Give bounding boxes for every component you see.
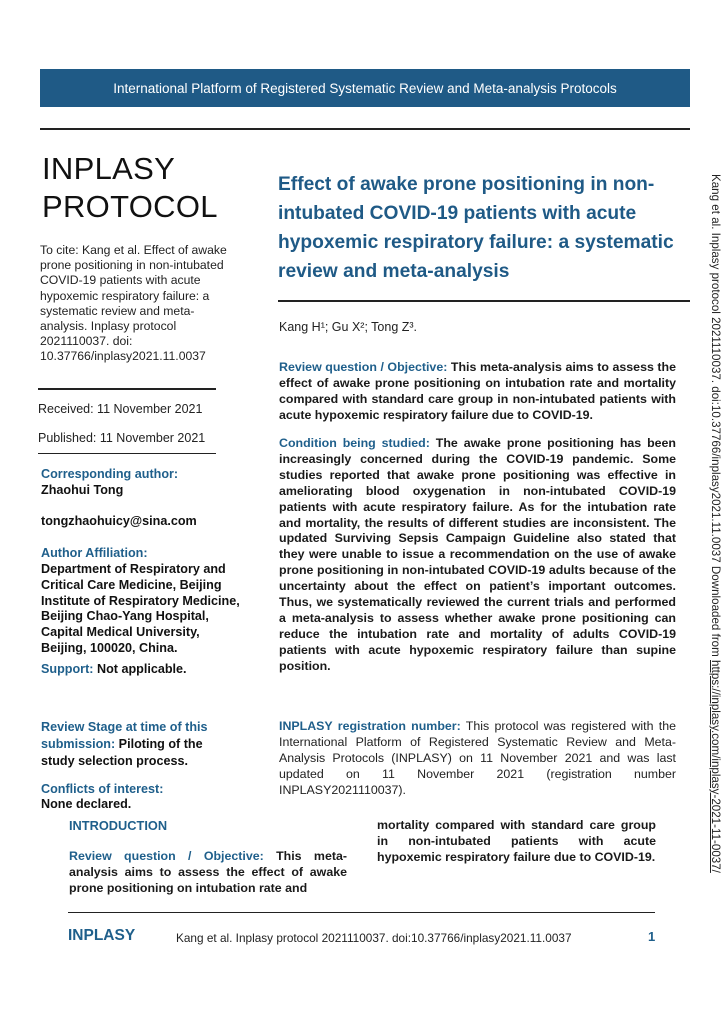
review-stage-value: Piloting of the study selection process. (41, 736, 203, 768)
review-stage-label: Review Stage at time of this submission: (41, 720, 208, 751)
review-question-label: Review question / Objective: (279, 360, 448, 374)
support-label: Support: (41, 662, 94, 676)
review-question-section (279, 360, 676, 424)
support-value: Not applicable. (93, 662, 187, 676)
banner-text: International Platform of Registered Systematic Review and Meta-analysis Protocols (113, 80, 617, 96)
corresponding-author-label: Corresponding author: (41, 467, 179, 481)
corresponding-author-name: Zhaohui Tong (41, 483, 124, 497)
received-date: Received: 11 November 2021 (38, 402, 203, 416)
support-line (41, 660, 187, 678)
citation-text: To cite: Kang et al. Effect of awake prone positioning in non-intubated COVID-19 patients with acute hypoxemic respiratory failure: a systematic review and meta-analysis. Inplasy protocol 2021110037. doi: 10.37766/inplasy2021.11.0037 (40, 243, 227, 364)
download-link[interactable]: https://inplasy.com/inplasy-2021-11-0037/ (709, 660, 722, 873)
conflicts-label: Conflicts of interest: (41, 782, 164, 796)
protocol-title: INPLASY PROTOCOL (42, 151, 218, 224)
footer-citation: Kang et al. Inplasy protocol 2021110037. doi:10.37766/inplasy2021.11.0037 (176, 931, 572, 945)
intro-right-column: mortality compared with standard care group in non-intubated patients with acute hypoxemic respiratory failure due to COVID-19. (377, 818, 656, 864)
article-title: Effect of awake prone positioning in non-intubated COVID-19 patients with acute hypoxemic respiratory failure: a systematic review and meta-analysis (278, 174, 674, 282)
conflicts-value: None declared. (41, 797, 132, 811)
page-number: 1 (648, 929, 656, 944)
sidebar-divider-2 (38, 453, 216, 454)
condition-text: The awake prone positioning has been increasingly concerned during the COVID-19 pandemic. Some studies reported that awake prone positioning was effective in ameliorating blood oxygenation in non-intubated COVID-19 patients with acute respiratory failure. As for the intubation rate and mortality, the results of different studies are inconsistent. The updated Surviving Sepsis Campaign Guideline also stated that they were unable to issue a recommendation on the use of awake prone positioning in non-intubated COVID-19 adults because of the uncertainty about the effect on patient’s important outcomes. Thus, we systematically reviewed the current trials and performed a meta-analysis to assess whether awake prone positioning can reduce the intubation rate and mortality of adults COVID-19 patients with acute hypoxemic respiratory failure than supine position. (279, 436, 676, 673)
footer-brand: INPLASY (68, 927, 136, 944)
published-date: Published: 11 November 2021 (38, 431, 206, 445)
vertical-note-text: Kang et al. Inplasy protocol 2021110037. doi:10.37766/inplasy2021.11.0037 Downloaded from (709, 174, 722, 661)
intro-left-column (69, 849, 347, 897)
affiliation-text: Department of Respiratory and Critical Care Medicine, Beijing Institute of Respiratory Medicine, Beijing Chao-Yang Hospital, Capital Medical University, Beijing, 100020, China. (41, 562, 240, 655)
review-question-text: This meta-analysis aims to assess the effect of awake prone positioning on intubation rate and mortality compared with standard care group in non-intubated patients with acute hypoxemic respiratory failure due to COVID-19. (279, 360, 676, 422)
intro-question-text-left: This meta-analysis aims to assess the effect of awake prone positioning on intubation rate and (69, 849, 347, 895)
condition-label: Condition being studied: (279, 436, 430, 450)
affiliation-label: Author Affiliation: (41, 546, 148, 560)
footer-divider (68, 912, 655, 913)
registration-text: This protocol was registered with the International Platform of Registered Systematic Review and Meta-Analysis Protocols (INPLASY) on 11 November 2021 and was last updated on 11 November 2021 (registration number INPLASY2021110037). (279, 719, 676, 797)
registration-section (279, 719, 676, 799)
author-list: Kang H¹; Gu X²; Tong Z³. (279, 320, 418, 334)
header-banner (40, 69, 690, 107)
header-divider (40, 128, 690, 130)
condition-section (279, 436, 676, 675)
vertical-download-note (709, 174, 722, 919)
sidebar-divider-1 (38, 388, 216, 390)
review-stage (41, 719, 231, 769)
author-email[interactable]: tongzhaohuicy@sina.com (41, 514, 197, 528)
registration-label: INPLASY registration number: (279, 719, 461, 733)
title-divider (278, 300, 690, 302)
intro-question-label: Review question / Objective: (69, 849, 264, 863)
introduction-heading: INTRODUCTION (69, 818, 168, 833)
